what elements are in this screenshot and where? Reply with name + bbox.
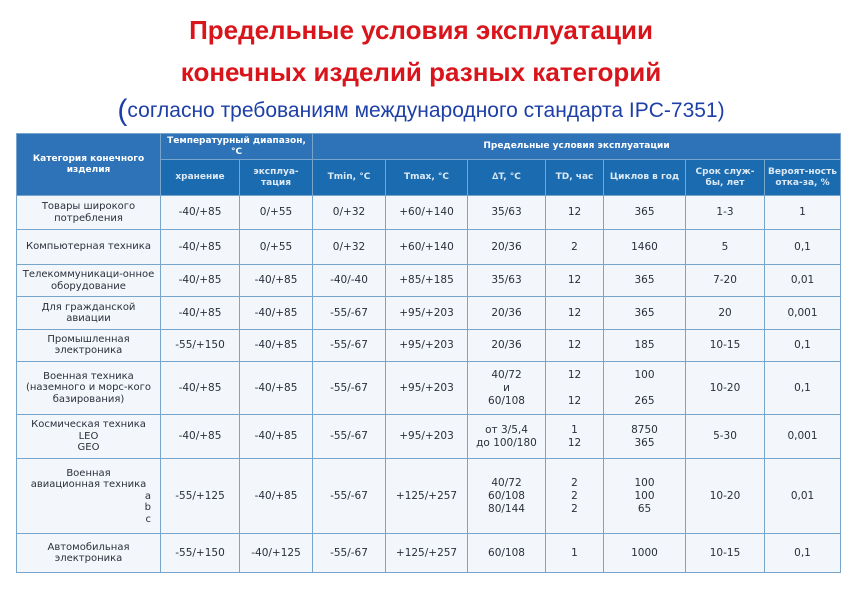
- cell-tmin: -55/-67: [313, 362, 386, 415]
- cell-operation: -40/+85: [240, 362, 313, 415]
- page-title-line-2: конечных изделий разных категорий: [180, 57, 662, 87]
- cell-line: 2: [571, 502, 578, 515]
- cell-td: 1: [546, 534, 604, 573]
- cell-cycles: 365: [604, 297, 686, 329]
- cell-line: GEO: [77, 442, 100, 454]
- cell-line: 265: [634, 394, 655, 407]
- cell-line: 80/144: [488, 502, 525, 515]
- cell-category: Товары широкого потребления: [17, 196, 161, 230]
- cell-storage: -55/+150: [161, 534, 240, 573]
- cell-line: 100: [634, 476, 655, 489]
- cell-delta-t: 20/36: [468, 329, 546, 361]
- cell-probability: 0,1: [765, 362, 841, 415]
- cell-line: LEO: [78, 430, 99, 442]
- cell-cycles: [604, 459, 686, 534]
- cell-line: 100: [634, 489, 655, 502]
- cell-tmax: +60/+140: [386, 230, 468, 264]
- cell-delta-t: 35/63: [468, 264, 546, 296]
- cell-cycles: [604, 414, 686, 459]
- table-row: [17, 459, 841, 534]
- cell-storage: -40/+85: [161, 196, 240, 230]
- cell-probability: 0,1: [765, 534, 841, 573]
- cell-line: 100: [634, 368, 655, 381]
- table-row: [17, 329, 841, 361]
- cell-storage: -40/+85: [161, 414, 240, 459]
- cell-line: 12: [567, 436, 582, 449]
- table-row: [17, 297, 841, 329]
- cell-tmax: +60/+140: [386, 196, 468, 230]
- cell-probability: 0,01: [765, 264, 841, 296]
- header-operation: эксплуа-тация: [240, 160, 313, 196]
- table-row: [17, 196, 841, 230]
- cell-operation: 0/+55: [240, 196, 313, 230]
- cell-cycles: 1000: [604, 534, 686, 573]
- subtitle-text: согласно требованиям международного стандарта IPC-7351): [127, 99, 725, 122]
- cell-operation: -40/+85: [240, 459, 313, 534]
- cell-category: Промышленная электроника: [17, 329, 161, 361]
- cell-line: 12: [567, 394, 582, 407]
- cell-tmax: +125/+257: [386, 534, 468, 573]
- header-cycles: Циклов в год: [604, 160, 686, 196]
- cell-delta-t: 60/108: [468, 534, 546, 573]
- cell-line: 40/72: [491, 476, 522, 489]
- cell-cycles: 1460: [604, 230, 686, 264]
- cell-tmin: -40/-40: [313, 264, 386, 296]
- cell-tmin: 0/+32: [313, 230, 386, 264]
- table-row: [17, 362, 841, 415]
- cell-operation: -40/+85: [240, 264, 313, 296]
- cell-line: [606, 382, 683, 395]
- cell-storage: -40/+85: [161, 297, 240, 329]
- cell-td: 12: [546, 264, 604, 296]
- cell-line: 40/72: [491, 368, 522, 381]
- cell-lifetime: 20: [686, 297, 765, 329]
- cell-td: [546, 459, 604, 534]
- cell-storage: -55/+125: [161, 459, 240, 534]
- cell-probability: 0,001: [765, 414, 841, 459]
- header-limits: Предельные условия эксплуатации: [313, 134, 841, 160]
- cell-tmax: +125/+257: [386, 459, 468, 534]
- cell-delta-t: 35/63: [468, 196, 546, 230]
- cell-line: c: [145, 513, 151, 525]
- cell-line: 8750: [631, 423, 658, 436]
- cell-storage: -40/+85: [161, 264, 240, 296]
- cell-lifetime: 10-20: [686, 362, 765, 415]
- cell-line: [548, 382, 601, 395]
- cell-line: 2: [571, 489, 578, 502]
- header-td: TD, час: [546, 160, 604, 196]
- cell-lifetime: 5-30: [686, 414, 765, 459]
- cell-cycles: [604, 362, 686, 415]
- table-row: [17, 414, 841, 459]
- cell-tmin: -55/-67: [313, 414, 386, 459]
- cell-category: Военная техника (наземного и морс-кого базирования): [17, 362, 161, 415]
- cell-operation: -40/+85: [240, 414, 313, 459]
- cell-operation: -40/+85: [240, 329, 313, 361]
- cell-lifetime: 5: [686, 230, 765, 264]
- cell-storage: -40/+85: [161, 362, 240, 415]
- cell-td: 12: [546, 196, 604, 230]
- cell-probability: 0,001: [765, 297, 841, 329]
- cell-tmax: +95/+203: [386, 362, 468, 415]
- cell-tmax: +95/+203: [386, 297, 468, 329]
- cell-tmin: -55/-67: [313, 329, 386, 361]
- cell-tmin: -55/-67: [313, 459, 386, 534]
- cell-td: [546, 362, 604, 415]
- cell-operation: -40/+85: [240, 297, 313, 329]
- cell-probability: 1: [765, 196, 841, 230]
- cell-line: 365: [634, 436, 655, 449]
- cell-operation: -40/+125: [240, 534, 313, 573]
- header-category: Категория конечного изделия: [17, 134, 161, 196]
- cell-delta-t: 20/36: [468, 230, 546, 264]
- cell-category: Телекоммуникаци-онное оборудование: [17, 264, 161, 296]
- header-storage: хранение: [161, 160, 240, 196]
- cell-line: Космическая техника: [31, 419, 146, 431]
- cell-probability: 0,1: [765, 329, 841, 361]
- table-row: [17, 534, 841, 573]
- cell-cycles: 365: [604, 196, 686, 230]
- cell-line: авиационная техника: [30, 479, 147, 491]
- page-subtitle: [0, 95, 842, 127]
- cell-operation: 0/+55: [240, 230, 313, 264]
- cell-line: a: [144, 490, 151, 502]
- cell-delta-t: [468, 459, 546, 534]
- page-title-line-1: Предельные условия эксплуатации: [189, 15, 653, 45]
- header-temp-range: Температурный диапазон, °С: [161, 134, 313, 160]
- cell-delta-t: 20/36: [468, 297, 546, 329]
- cell-probability: 0,01: [765, 459, 841, 534]
- cell-lifetime: 10-15: [686, 329, 765, 361]
- cell-cycles: 185: [604, 329, 686, 361]
- cell-storage: -55/+150: [161, 329, 240, 361]
- header-tmax: Tmax, °С: [386, 160, 468, 196]
- cell-cycles: 365: [604, 264, 686, 296]
- cell-tmin: 0/+32: [313, 196, 386, 230]
- cell-category: Для гражданской авиации: [17, 297, 161, 329]
- cell-category: [17, 459, 161, 534]
- cell-tmax: +95/+203: [386, 414, 468, 459]
- cell-td: [546, 414, 604, 459]
- cell-line: 60/108: [488, 394, 525, 407]
- cell-probability: 0,1: [765, 230, 841, 264]
- cell-line: 2: [571, 476, 578, 489]
- header-lifetime: Срок служ-бы, лет: [686, 160, 765, 196]
- table-row: [17, 230, 841, 264]
- limits-table: [16, 133, 841, 573]
- header-probability: Вероят-ность отка-за, %: [765, 160, 841, 196]
- cell-tmax: +95/+203: [386, 329, 468, 361]
- cell-category: Автомобильная электроника: [17, 534, 161, 573]
- cell-tmax: +85/+185: [386, 264, 468, 296]
- cell-td: 2: [546, 230, 604, 264]
- cell-delta-t: [468, 362, 546, 415]
- cell-storage: -40/+85: [161, 230, 240, 264]
- header-tmin: Tmin, °С: [313, 160, 386, 196]
- cell-line: 12: [567, 368, 582, 381]
- subtitle-paren: (: [117, 94, 128, 127]
- table-row: [17, 264, 841, 296]
- cell-line: до 100/180: [476, 436, 537, 449]
- cell-line: 60/108: [488, 489, 525, 502]
- cell-tmin: -55/-67: [313, 534, 386, 573]
- cell-category: [17, 414, 161, 459]
- cell-line: 65: [637, 502, 652, 515]
- cell-line: от 3/5,4: [485, 423, 528, 436]
- cell-lifetime: 10-15: [686, 534, 765, 573]
- cell-delta-t: [468, 414, 546, 459]
- cell-lifetime: 10-20: [686, 459, 765, 534]
- cell-line: и: [503, 381, 510, 394]
- cell-line: b: [144, 502, 151, 514]
- cell-lifetime: 1-3: [686, 196, 765, 230]
- cell-category: Компьютерная техника: [17, 230, 161, 264]
- cell-tmin: -55/-67: [313, 297, 386, 329]
- cell-line: Военная: [66, 467, 111, 479]
- cell-td: 12: [546, 297, 604, 329]
- cell-td: 12: [546, 329, 604, 361]
- header-delta-t: ∆T, °С: [468, 160, 546, 196]
- cell-line: 1: [571, 423, 578, 436]
- cell-lifetime: 7-20: [686, 264, 765, 296]
